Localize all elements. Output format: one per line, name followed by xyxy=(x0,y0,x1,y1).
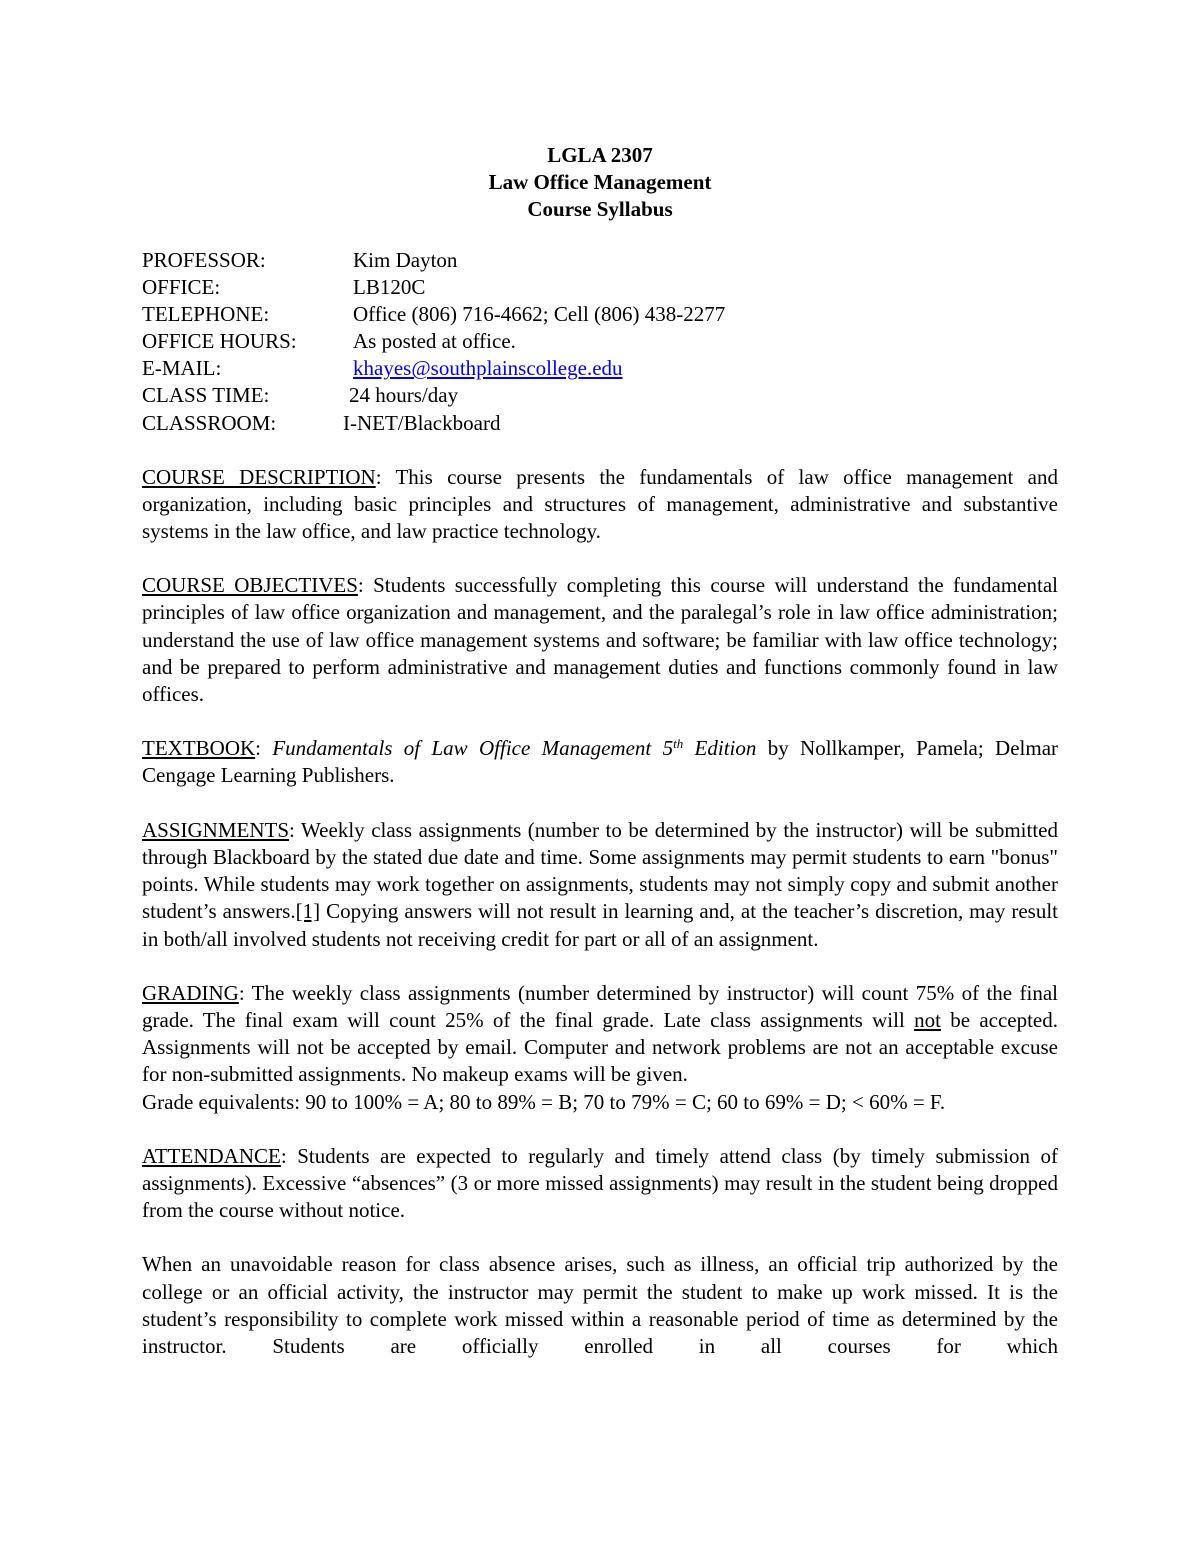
info-row-office-hours xyxy=(142,328,1058,355)
textbook-title: Fundamentals of Law Office Management 5 xyxy=(272,736,674,761)
section-heading-textbook: TEXTBOOK xyxy=(142,736,256,761)
info-value: I-NET/Blackboard xyxy=(343,410,501,435)
info-value: 24 hours/day xyxy=(349,383,459,408)
info-value: As posted at office. xyxy=(353,329,516,354)
info-row-office xyxy=(142,274,1058,301)
document-title: Course Syllabus xyxy=(527,197,673,221)
course-objectives xyxy=(142,572,1058,708)
course-name: Law Office Management xyxy=(488,170,712,194)
course-description xyxy=(142,464,1058,546)
info-row-class-time xyxy=(142,382,1058,409)
assignments-text-after: Copying answers will not result in learning and, at the teacher’s discretion, may result in both/all involved students not receiving credit for part or all of an assignment. xyxy=(142,899,1058,951)
email-link[interactable]: khayes@southplainscollege.edu xyxy=(353,356,623,381)
section-heading-assignments: ASSIGNMENTS xyxy=(142,817,290,842)
section-heading-attendance: ATTENDANCE xyxy=(142,1143,281,1168)
section-heading-objectives: COURSE OBJECTIVES xyxy=(142,573,358,598)
info-value: Kim Dayton xyxy=(353,248,458,272)
info-value: LB120C xyxy=(353,275,426,300)
attendance-text: : Students are expected to regularly and timely attend class (by timely submission of assignments). Excessive “absences” (3 or more missed assignments) may result in the student being dropped from the course without notice. xyxy=(142,1143,1058,1223)
info-label: CLASS TIME: xyxy=(142,383,270,408)
section-heading-description: COURSE DESCRIPTION xyxy=(142,464,376,489)
info-row-professor xyxy=(142,247,1058,274)
info-label: E-MAIL: xyxy=(142,356,222,381)
grade-equivalents: Grade equivalents: 90 to 100% = A; 80 to 89% = B; 70 to 79% = C; 60 to 69% = D; < 60% = F. xyxy=(142,1089,946,1114)
info-label: OFFICE HOURS: xyxy=(142,329,297,354)
textbook-edition-sup: th xyxy=(673,736,684,752)
info-label: TELEPHONE: xyxy=(142,302,270,327)
section-heading-grading: GRADING xyxy=(142,980,239,1005)
textbook xyxy=(142,735,1058,789)
info-label: OFFICE: xyxy=(142,275,221,300)
absence-text: When an unavoidable reason for class absence arises, such as illness, an official trip authorized by the college or an official activity, the instructor may permit the student to make up work missed. It is the student’s responsibility to complete work missed within a reasonable period of time as determined by the instructor. Students are officially enrolled in all courses for which xyxy=(142,1252,1058,1358)
info-row-email xyxy=(142,355,1058,382)
syllabus-page xyxy=(142,142,1058,1387)
info-row-telephone xyxy=(142,301,1058,328)
info-row-classroom xyxy=(142,410,1058,437)
info-value: Office (806) 716-4662; Cell (806) 438-2277 xyxy=(353,302,726,327)
course-code: LGLA 2307 xyxy=(547,143,653,167)
objectives-text: : Students successfully completing this course will understand the fundamental principles of law office organization and management, and the paralegal’s role in law office administration; understand the use of law office management systems and software; be familiar with law office technology; and be prepared to perform administrative and management duties and functions commonly found in law offices. xyxy=(142,573,1058,707)
textbook-rest: by Nollkamper, Pamela; Delmar Cengage Learning Publishers. xyxy=(142,736,1059,788)
footnote-link[interactable]: [1] xyxy=(295,899,321,924)
textbook-edition: Edition xyxy=(683,736,757,761)
assignments xyxy=(142,817,1058,953)
absence-policy xyxy=(142,1251,1058,1360)
textbook-colon: : xyxy=(255,736,273,761)
grading-text-after: be accepted. Assignments will not be accepted by email. Computer and network problems are not an acceptable excuse for non-submitted assignments. No makeup exams will be given. xyxy=(142,1007,1059,1087)
grading-text-before: : The weekly class assignments (number determined by instructor) will count 75% of the final grade. The final exam will count 25% of the final grade. Late class assignments will xyxy=(142,980,1058,1032)
grading xyxy=(142,980,1058,1116)
description-text: : This course presents the fundamentals of law office management and organization, including basic principles and structures of management, administrative and substantive systems in the law office, and law practice technology. xyxy=(142,464,1058,544)
title-block xyxy=(142,142,1058,223)
info-label: PROFESSOR: xyxy=(142,248,266,272)
info-label: CLASSROOM: xyxy=(142,410,277,435)
course-info xyxy=(142,247,1058,437)
grading-not: not xyxy=(914,1007,941,1032)
attendance xyxy=(142,1143,1058,1225)
assignments-text-before: : Weekly class assignments (number to be determined by the instructor) will be submitted through Blackboard by the stated due date and time. Some assignments may permit students to earn "bonus" points. While students may work together on assignments, students may not simply copy and submit another student’s answers. xyxy=(142,817,1058,924)
